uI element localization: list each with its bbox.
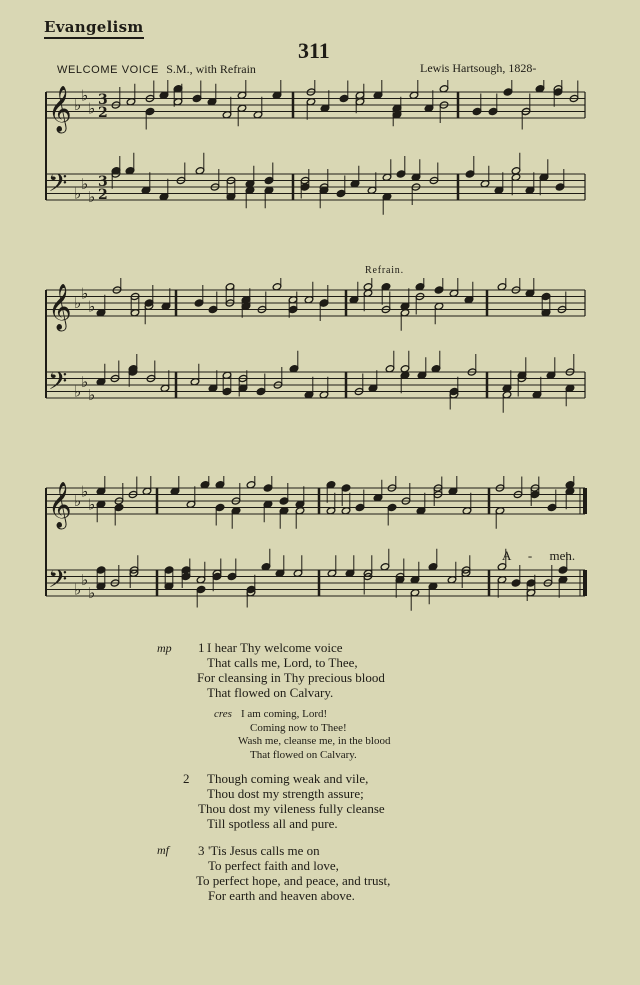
hymn-number: 311 bbox=[298, 38, 330, 63]
refrain-dynamic: cres bbox=[214, 708, 232, 720]
stanza-1-number: 1 bbox=[198, 640, 205, 655]
flat-icon: ♭ bbox=[81, 86, 89, 105]
flat-icon: ♭ bbox=[81, 372, 89, 391]
refrain-line: Coming now to Thee! bbox=[250, 721, 347, 734]
stanza-line: That flowed on Calvary. bbox=[207, 685, 334, 700]
stanza-line: I hear Thy welcome voice bbox=[207, 640, 343, 655]
flat-icon: ♭ bbox=[88, 583, 96, 602]
flat-icon: ♭ bbox=[81, 284, 89, 303]
music-system-1 bbox=[0, 80, 640, 230]
refrain-line: That flowed on Calvary. bbox=[250, 748, 357, 761]
time-signature-denominator: 2 bbox=[98, 187, 108, 203]
stanza-line: To perfect hope, and peace, and trust, bbox=[196, 873, 391, 888]
treble-clef-icon: 𝄞 bbox=[48, 284, 72, 330]
stanza-line: To perfect faith and love, bbox=[208, 858, 339, 873]
bass-clef-icon: 𝄢 bbox=[48, 169, 68, 204]
stanza-2 bbox=[198, 771, 385, 831]
stanza-1-dynamic: mp bbox=[157, 641, 172, 655]
time-signature-numerator: 3 bbox=[98, 174, 108, 190]
flat-icon: ♭ bbox=[74, 580, 82, 599]
time-signature-denominator: 2 bbox=[98, 105, 108, 121]
flat-icon: ♭ bbox=[74, 184, 82, 203]
amen-text: A - men. bbox=[502, 548, 576, 563]
bass-clef-icon: 𝄢 bbox=[48, 367, 68, 402]
tune-meter: S.M., with Refrain bbox=[166, 62, 256, 76]
stanza-3-number: 3 bbox=[198, 843, 205, 858]
refrain-line: I am coming, Lord! bbox=[241, 708, 328, 720]
flat-icon: ♭ bbox=[74, 492, 82, 510]
tune-name: WELCOME VOICE bbox=[57, 64, 159, 76]
stanza-3-dynamic: mf bbox=[157, 843, 169, 857]
stanza-line: Thou dost my strength assure; bbox=[207, 786, 364, 801]
treble-clef-icon: 𝄞 bbox=[48, 86, 72, 132]
treble-clef-icon: 𝄞 bbox=[48, 482, 72, 528]
refrain-label: Refrain. bbox=[365, 265, 404, 276]
tune-heading bbox=[57, 62, 256, 77]
stanza-3 bbox=[196, 843, 391, 903]
flat-icon: ♭ bbox=[81, 482, 89, 501]
flat-icon: ♭ bbox=[81, 174, 89, 193]
stanza-line: Till spotless all and pure. bbox=[207, 816, 338, 831]
flat-icon: ♭ bbox=[88, 297, 96, 316]
flat-icon: ♭ bbox=[88, 385, 96, 404]
composer: Lewis Hartsough, 1828- bbox=[420, 61, 537, 75]
flat-icon: ♭ bbox=[74, 294, 82, 312]
stanza-2-number: 2 bbox=[183, 771, 190, 786]
refrain-text bbox=[238, 708, 391, 762]
flat-icon: ♭ bbox=[74, 96, 82, 114]
refrain-line: Wash me, cleanse me, in the blood bbox=[238, 735, 391, 747]
flat-icon: ♭ bbox=[74, 382, 82, 401]
music-system-2 bbox=[0, 278, 640, 428]
flat-icon: ♭ bbox=[81, 570, 89, 589]
stanza-line: For earth and heaven above. bbox=[208, 888, 355, 903]
flat-icon: ♭ bbox=[88, 495, 96, 514]
flat-icon: ♭ bbox=[88, 187, 96, 206]
bass-clef-icon: 𝄢 bbox=[48, 565, 68, 600]
section-title: Evangelism bbox=[44, 18, 144, 39]
stanza-line: Thou dost my vileness fully cleanse bbox=[198, 801, 385, 816]
stanza-1 bbox=[197, 640, 385, 700]
stanza-line: Though coming weak and vile, bbox=[207, 771, 369, 786]
time-signature-numerator: 3 bbox=[98, 92, 108, 108]
stanza-line: 'Tis Jesus calls me on bbox=[208, 843, 320, 858]
stanza-line: That calls me, Lord, to Thee, bbox=[207, 655, 358, 670]
flat-icon: ♭ bbox=[88, 99, 96, 118]
stanza-line: For cleansing in Thy precious blood bbox=[197, 670, 385, 685]
